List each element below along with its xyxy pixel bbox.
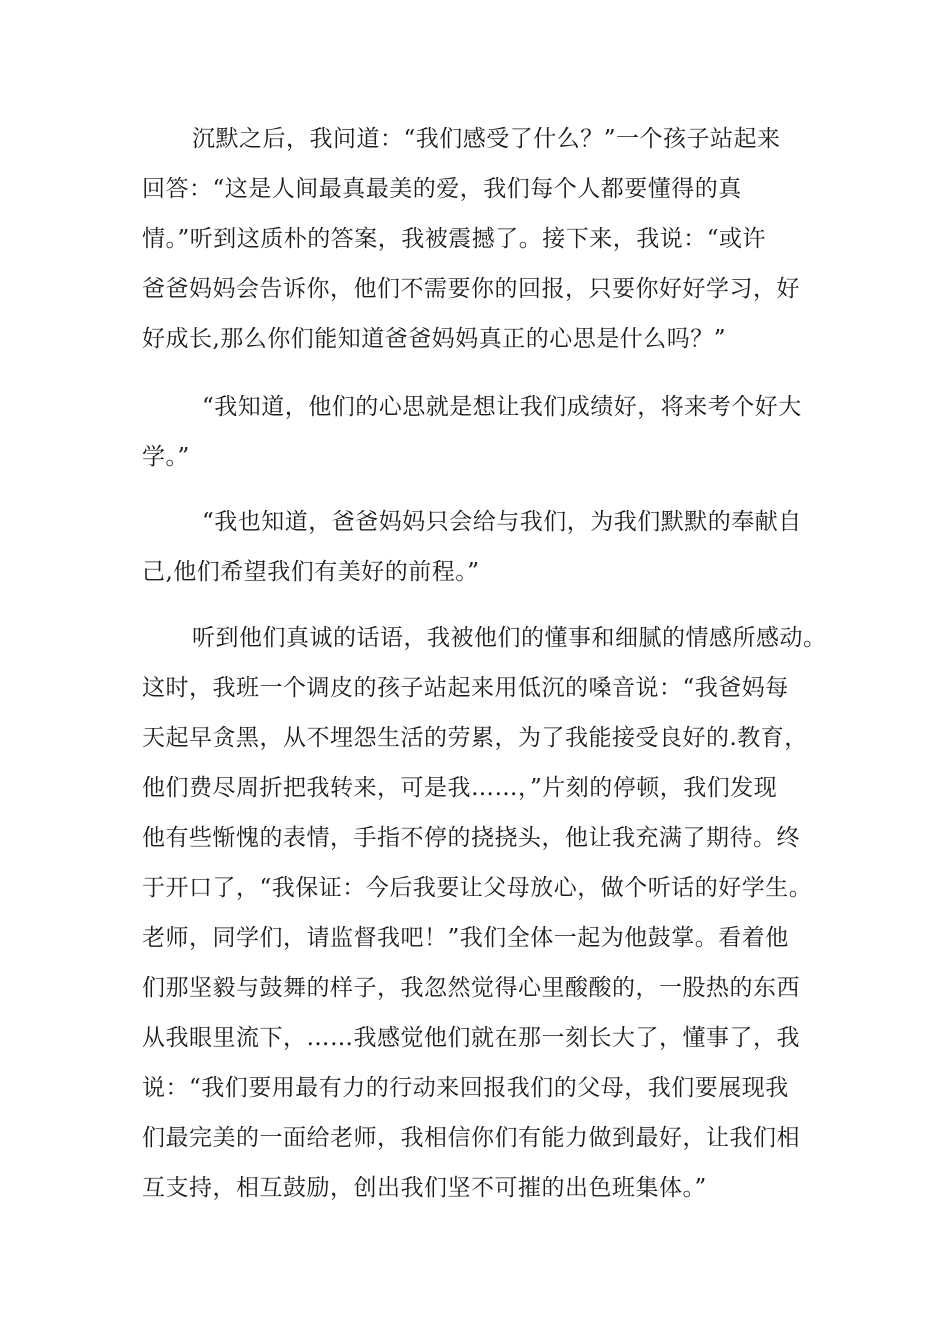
text-line: 他们费尽周折把我转来，可是我……，”片刻的停顿，我们发现 [142,775,778,801]
text-line: 听到他们真诚的话语，我被他们的懂事和细腻的情感所感动。 [192,625,827,651]
text-line: 回答：“这是人间最真最美的爱，我们每个人都要懂得的真 [142,176,742,202]
text-line: 们最完美的一面给老师，我相信你们有能力做到最好，让我们相 [142,1125,800,1151]
paragraph-3 [142,497,810,597]
text-line: 互支持，相互鼓励，创出我们坚不可摧的出色班集体。” [142,1175,707,1201]
text-line: 沉默之后，我问道：“我们感受了什么？”一个孩子站起来 [192,126,781,152]
text-line: 于开口了，“我保证：今后我要让父母放心，做个听话的好学生。 [142,875,813,901]
text-line: 从我眼里流下，……我感觉他们就在那一刻长大了，懂事了，我 [142,1025,800,1051]
text-line: “我知道，他们的心思就是想让我们成绩好，将来考个好大 [202,394,802,420]
paragraph-1 [142,114,810,364]
text-line: 好成长,那么你们能知道爸爸妈妈真正的心思是什么吗？” [142,326,727,352]
text-line: 情。”听到这质朴的答案，我被震撼了。接下来，我说：“或许 [142,226,767,252]
text-line: 老师，同学们，请监督我吧！”我们全体一起为他鼓掌。看着他 [142,925,789,951]
text-line: 学。” [142,444,190,470]
text-line: 说：“我们要用最有力的行动来回报我们的父母，我们要展现我 [142,1075,789,1101]
text-line: 天起早贪黑，从不埋怨生活的劳累，为了我能接受良好的.教育， [142,725,808,751]
paragraph-4 [142,613,827,1213]
text-line: 们那坚毅与鼓舞的样子，我忽然觉得心里酸酸的，一股热的东西 [142,975,800,1001]
text-line: 己,他们希望我们有美好的前程。” [142,559,480,585]
text-line: 他有些惭愧的表情，手指不停的挠挠头，他让我充满了期待。终 [142,825,800,851]
text-line: “我也知道，爸爸妈妈只会给与我们，为我们默默的奉献自 [202,509,802,535]
paragraph-2 [142,382,810,482]
text-line: 这时，我班一个调皮的孩子站起来用低沉的嗓音说：“我爸妈每 [142,675,789,701]
text-line: 爸爸妈妈会告诉你，他们不需要你的回报，只要你好好学习，好 [142,276,800,302]
